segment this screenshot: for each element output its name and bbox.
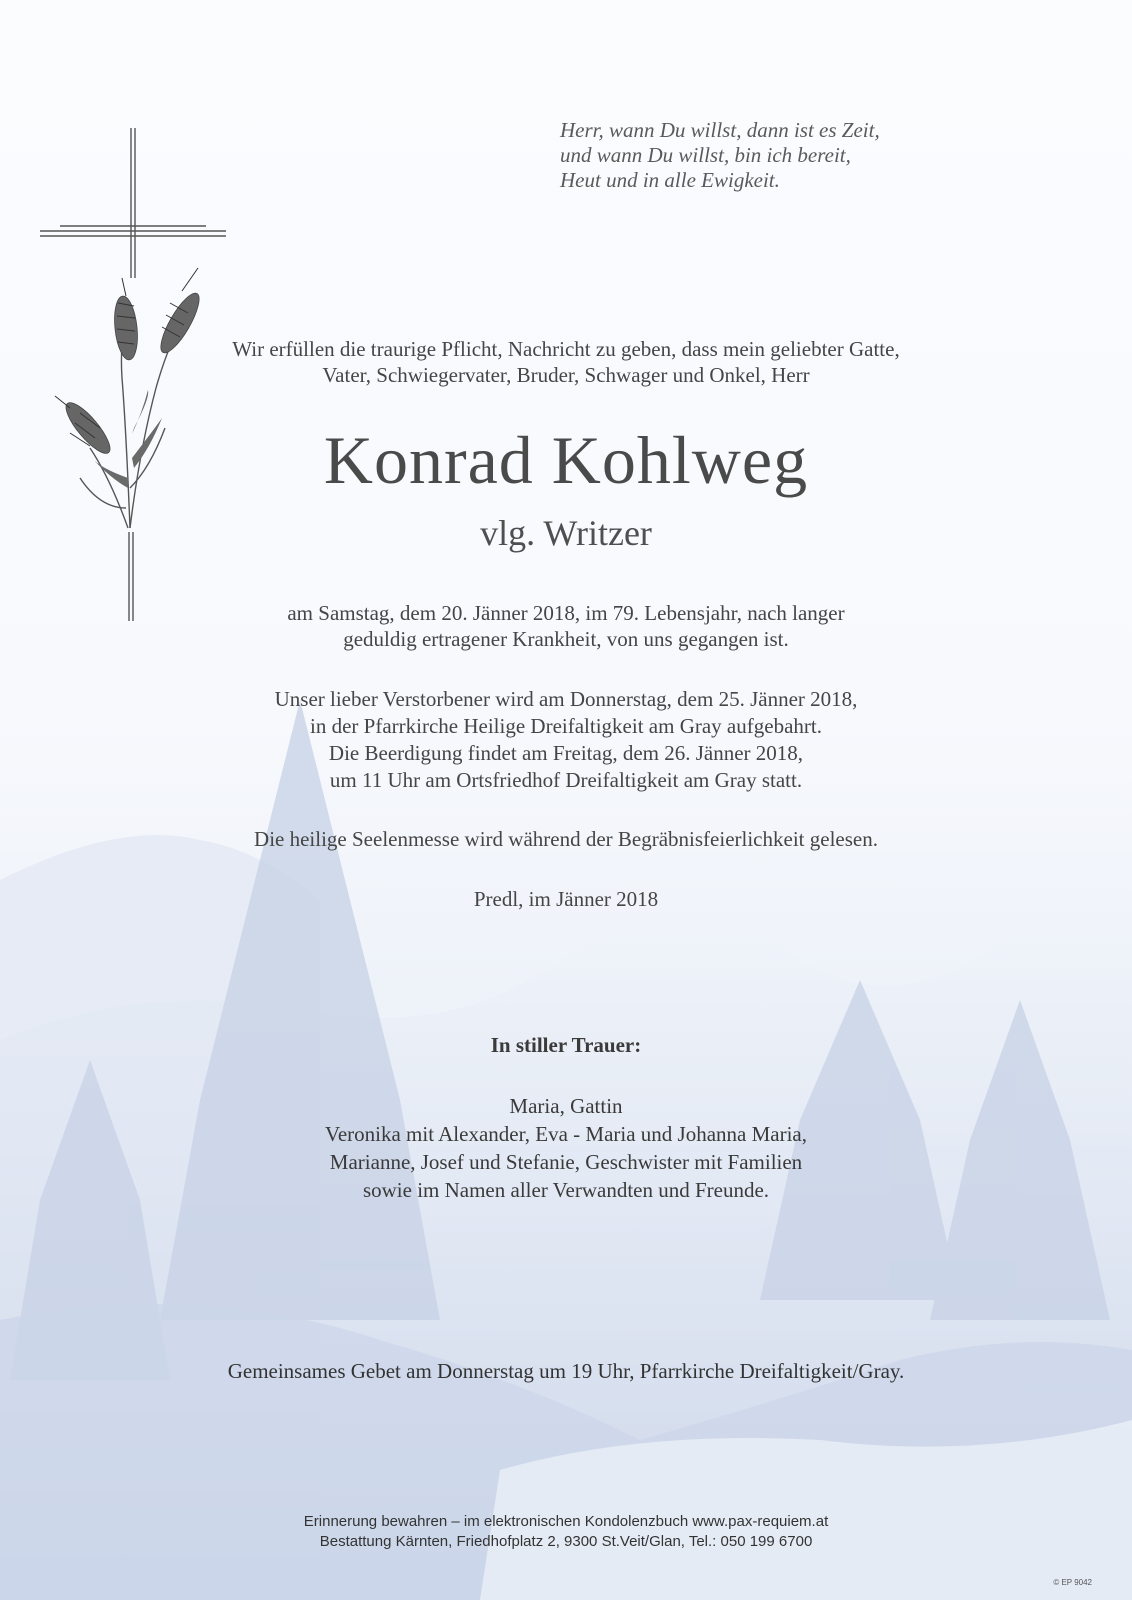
footer (0, 1512, 1132, 1552)
mourning-heading: In stiller Trauer: (490, 1033, 642, 1057)
cross-with-wheat-icon (30, 128, 240, 648)
mourner-line: Marianne, Josef und Stefanie, Geschwister mit Familien (329, 1150, 803, 1174)
death-notice-line: geduldig ertragener Krankheit, von uns gegangen ist. (343, 627, 789, 651)
death-notice (0, 600, 1132, 652)
motto-line: Herr, wann Du willst, dann ist es Zeit, (560, 118, 880, 142)
mourners-list (0, 1092, 1132, 1204)
intro-line: Wir erfüllen die traurige Pflicht, Nachricht zu geben, dass mein geliebter Gatte, (232, 337, 900, 361)
motto-line: Heut und in alle Ewigkeit. (560, 168, 780, 192)
funeral-info-line: in der Pfarrkirche Heilige Dreifaltigkeit am Gray aufgebahrt. (310, 714, 822, 738)
funeral-info-line: Unser lieber Verstorbener wird am Donnerstag, dem 25. Jänner 2018, (274, 687, 858, 711)
place-date: Predl, im Jänner 2018 (473, 887, 659, 911)
funeral-info (0, 686, 1132, 794)
motto-verse (560, 118, 980, 193)
intro-text (0, 336, 1132, 388)
mourner-line: sowie im Namen aller Verwandten und Freunde. (362, 1178, 770, 1202)
motto-line: und wann Du willst, bin ich bereit, (560, 143, 851, 167)
footer-line: Erinnerung bewahren – im elektronischen Kondolenzbuch www.pax-requiem.at (303, 1513, 829, 1530)
print-code: © EP 9042 (1053, 1578, 1092, 1587)
footer-line: Bestattung Kärnten, Friedhofplatz 2, 9300 St.Veit/Glan, Tel.: 050 199 6700 (319, 1533, 813, 1550)
mourner-line: Veronika mit Alexander, Eva - Maria und Johanna Maria, (324, 1122, 807, 1146)
intro-line: Vater, Schwiegervater, Bruder, Schwager und Onkel, Herr (322, 363, 810, 387)
funeral-info-line: um 11 Uhr am Ortsfriedhof Dreifaltigkeit am Gray statt. (329, 768, 803, 792)
death-notice-line: am Samstag, dem 20. Jänner 2018, im 79. Lebensjahr, nach langer (287, 601, 845, 625)
funeral-info-line: Die Beerdigung findet am Freitag, dem 26. Jänner 2018, (328, 741, 804, 765)
mass-notice: Die heilige Seelenmesse wird während der Begräbnisfeierlichkeit gelesen. (254, 827, 878, 851)
deceased-name: Konrad Kohlweg (323, 422, 809, 498)
mourner-line: Maria, Gattin (509, 1094, 623, 1118)
prayer-notice: Gemeinsames Gebet am Donnerstag um 19 Uhr, Pfarrkirche Dreifaltigkeit/Gray. (227, 1359, 905, 1383)
deceased-alias: vlg. Writzer (480, 513, 652, 553)
